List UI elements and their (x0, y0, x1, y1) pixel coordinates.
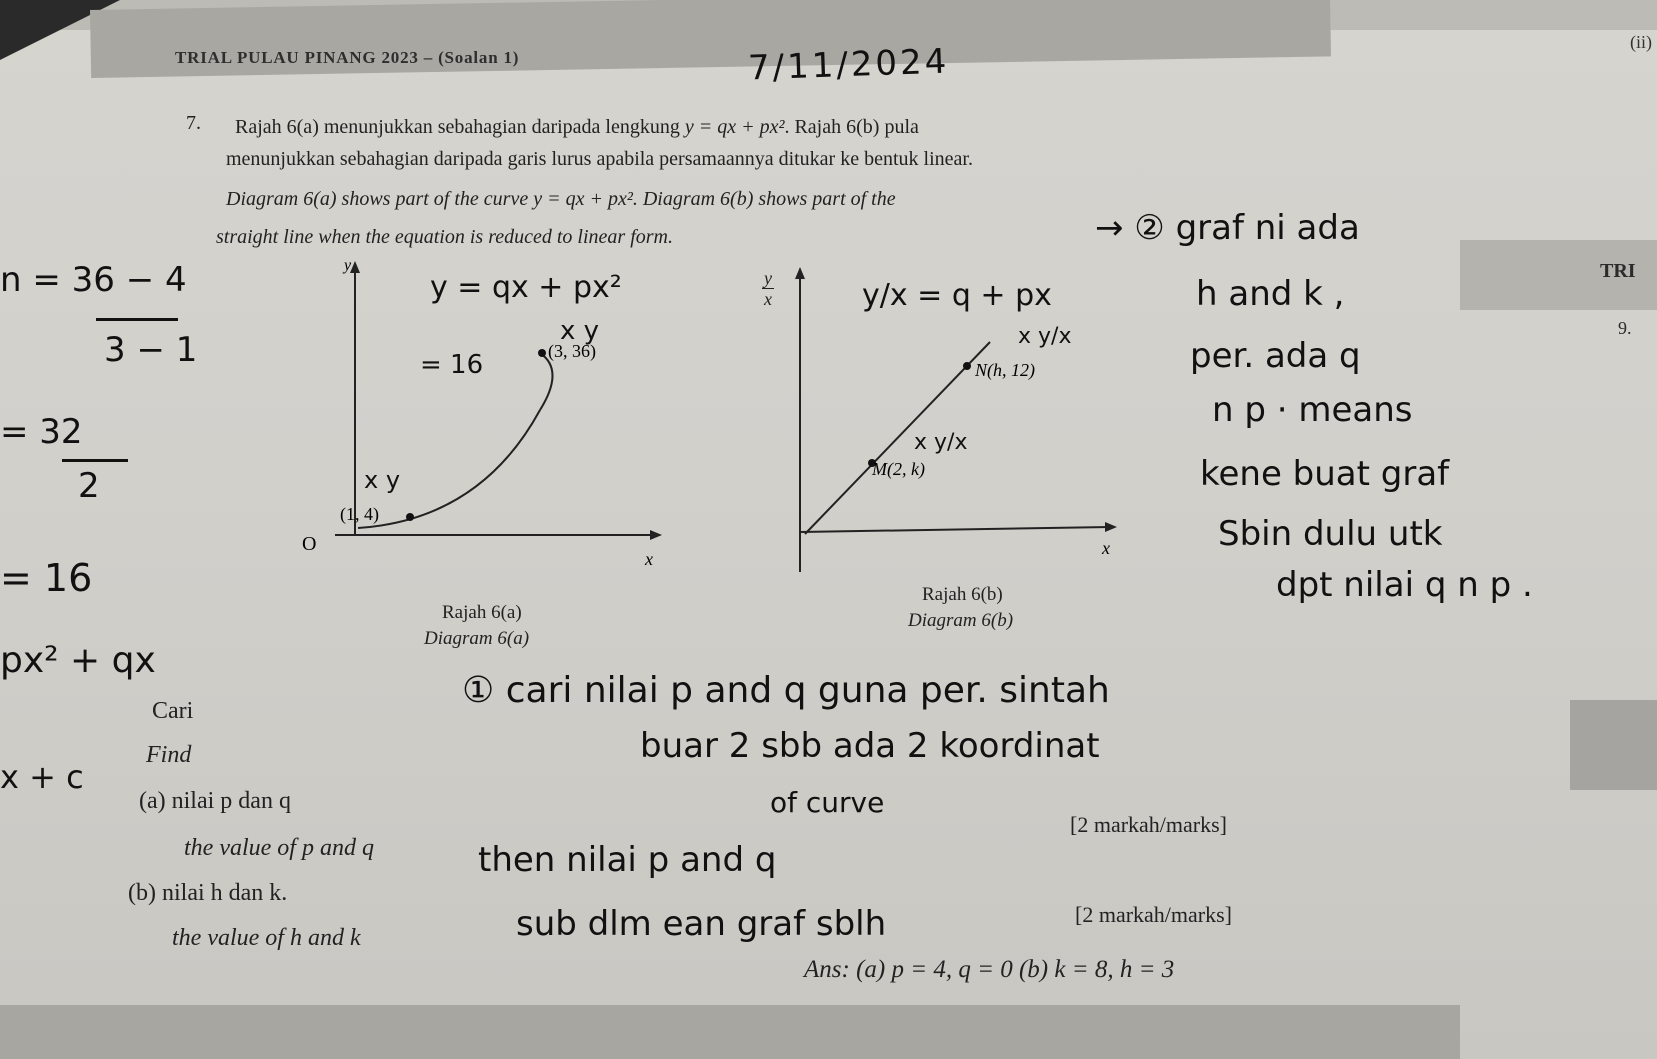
answer-line: Ans: (a) p = 4, q = 0 (b) k = 8, h = 3 (804, 956, 1175, 983)
diagram-a-point-2-label: (3, 36) (548, 341, 596, 361)
handwriting-graph-a-3: = 16 (420, 350, 484, 380)
question-english-line1: Diagram 6(a) shows part of the curve y = qx + px². Diagram 6(b) shows part of the (226, 188, 896, 210)
diagram-a-y-label: y (344, 257, 352, 274)
diagram-b-caption-english: Diagram 6(b) (908, 610, 1014, 631)
part-b-english: the value of h and k (172, 925, 361, 951)
handwriting-bottom-2: buar 2 sbb ada 2 koordinat (640, 726, 1100, 766)
find-malay: Cari (152, 698, 194, 724)
next-page-title: TRI (1600, 260, 1636, 282)
corner-label: (ii) (1630, 32, 1652, 52)
paper-title: TRIAL PULAU PINANG 2023 – (Soalan 1) (175, 48, 520, 67)
diagram-a-point-1-label: (1, 4) (340, 504, 379, 524)
diagram-b-x-axis (800, 527, 1110, 532)
handwriting-left-3: = 32 (0, 412, 83, 452)
handwriting-bottom-5: sub dlm ean graf sblh (516, 904, 887, 944)
handwriting-graph-a-1: y = qx + px² (430, 270, 622, 305)
handwriting-right-6: Sbin dulu utk (1218, 514, 1443, 554)
handwriting-right-5: kene buat graf (1200, 454, 1450, 494)
next-page-block (1570, 700, 1657, 790)
part-b-malay: (b) nilai h dan k. (128, 880, 288, 906)
handwriting-left-4: 2 (78, 466, 100, 506)
diagram-a-point-2 (538, 349, 546, 357)
handwriting-fraction-bar-2 (62, 459, 128, 462)
handwriting-right-2: h and k , (1196, 274, 1345, 314)
diagram-b-x-label: x (1102, 538, 1110, 558)
next-question-number: 9. (1618, 318, 1632, 338)
handwriting-left-5: = 16 (0, 556, 93, 600)
handwriting-right-3: per. ada q (1190, 336, 1361, 376)
handwriting-bottom-1: ① cari nilai p and q guna per. sintah (462, 670, 1110, 711)
part-a-marks: [2 markah/marks] (1070, 812, 1227, 837)
handwritten-date: 7/11/2024 (747, 41, 950, 89)
handwriting-left-6: px² + qx (0, 640, 156, 681)
diagram-b-y-label: y x (764, 268, 772, 309)
handwriting-bottom-3: of curve (770, 786, 885, 819)
handwriting-graph-a-4: x y (364, 466, 401, 494)
handwriting-right-4: n p · means (1212, 390, 1413, 430)
equation: y = qx + px² (533, 188, 633, 210)
diagram-a-caption-malay: Rajah 6(a) (442, 602, 522, 623)
question-english-line2: straight line when the equation is reduced to linear form. (216, 226, 673, 248)
handwriting-graph-a-2: x y (560, 316, 600, 346)
question-number: 7. (186, 112, 201, 134)
diagram-b-point-n-label: N(h, 12) (975, 360, 1035, 380)
question-malay-line2: menunjukkan sebahagian daripada garis lurus apabila persamaannya ditukar ke bentuk linear. (226, 148, 973, 170)
question-malay-line1: Rajah 6(a) menunjukkan sebahagian daripada lengkung y = qx + px². Rajah 6(b) pula (235, 116, 919, 138)
handwriting-graph-b-2: x y/x (1018, 324, 1072, 349)
equation: y = qx + px² (684, 116, 785, 138)
diagram-b-caption-malay: Rajah 6(b) (922, 584, 1003, 605)
part-a-malay: (a) nilai p dan q (139, 788, 291, 814)
bottom-band (0, 1005, 1460, 1059)
find-english: Find (146, 742, 192, 768)
handwriting-left-2: 3 − 1 (104, 330, 198, 370)
part-b-marks: [2 markah/marks] (1075, 902, 1232, 927)
handwriting-left-7: x + c (0, 758, 84, 796)
handwriting-fraction-bar (96, 318, 178, 321)
diagram-a-caption-english: Diagram 6(a) (424, 628, 530, 649)
diagram-a-point-1 (406, 513, 414, 521)
handwriting-left-1: n = 36 − 4 (0, 260, 187, 300)
diagram-b-point-n (963, 362, 971, 370)
diagram-b-point-m-label: M(2, k) (872, 459, 925, 479)
handwriting-right-7: dpt nilai q n p . (1276, 565, 1533, 605)
diagram-a-x-label: x (645, 549, 653, 569)
handwriting-bottom-4: then nilai p and q (478, 840, 777, 880)
handwriting-graph-b-1: y/x = q + px (862, 278, 1052, 313)
diagram-a-origin: O (302, 533, 317, 555)
handwriting-right-1: → ② graf ni ada (1095, 208, 1360, 248)
part-a-english: the value of p and q (184, 835, 374, 861)
handwriting-graph-b-3: x y/x (914, 430, 968, 455)
